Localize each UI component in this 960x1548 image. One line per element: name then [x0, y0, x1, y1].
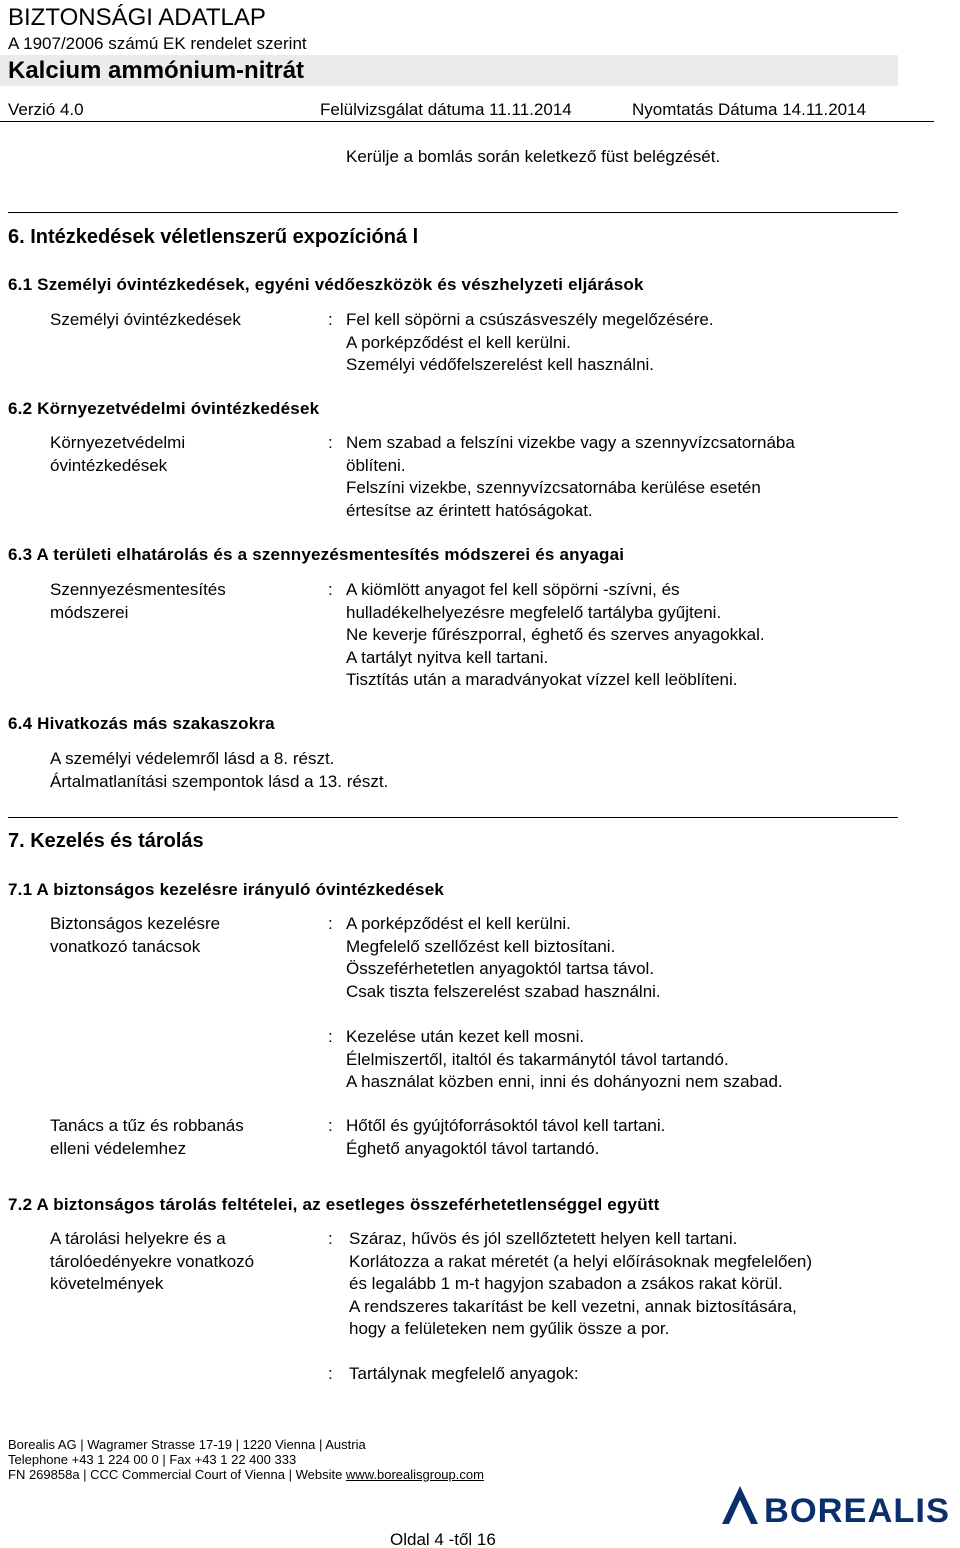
safe-handling-text [346, 913, 661, 1003]
colon: : [328, 914, 333, 933]
text-line: Száraz, hűvös és jól szellőztetett helyen kell tartani. [349, 1229, 738, 1248]
colon: : [328, 1027, 333, 1046]
section-7-2-title: 7.2 A biztonságos tárolás feltételei, az esetleges összeférhetetlenséggel együtt [8, 1195, 660, 1214]
text-line: Fel kell söpörni a csúszásveszély megelőzésére. [346, 310, 714, 329]
website-link[interactable]: www.borealisgroup.com [345, 1467, 484, 1482]
storage-requirements-text [349, 1228, 812, 1341]
header-rule [0, 121, 934, 122]
colon: : [328, 1116, 333, 1135]
label-line: tárolóedényekre vonatkozó [50, 1251, 255, 1271]
text-line: öblíteni. [346, 455, 406, 475]
label-line: módszerei [50, 602, 129, 622]
cleanup-methods-label [50, 579, 226, 624]
text-line: hogy a felületeken nem gyűlik össze a por. [349, 1319, 670, 1338]
label-line: vonatkozó tanácsok [50, 936, 201, 956]
environmental-label [50, 432, 185, 477]
text-line: Felszíni vizekbe, szennyvízcsatornába kerülése esetén [346, 478, 761, 497]
environmental-text [346, 432, 795, 522]
label-line: Biztonságos kezelésre [50, 914, 221, 933]
label-line: Környezetvédelmi [50, 433, 186, 452]
text-line: és legalább 1 m-t hagyjon szabadon a zsákos rakat körül. [349, 1274, 783, 1293]
label-line: elleni védelemhez [50, 1138, 187, 1158]
product-name: Kalcium ammónium-nitrát [8, 57, 305, 84]
colon: : [328, 433, 333, 452]
text-line: A rendszeres takarítást be kell vezetni, annak biztosítására, [349, 1296, 797, 1316]
text-line: Tisztítás után a maradványokat vízzel kell leöblíteni. [346, 670, 738, 689]
print-date: Nyomtatás Dátuma 14.11.2014 [632, 100, 867, 119]
colon: : [328, 1364, 333, 1383]
fire-protection-label [50, 1115, 244, 1160]
text-line: értesítse az érintett hatóságokat. [346, 500, 593, 520]
hygiene-text [346, 1026, 783, 1094]
safe-handling-label [50, 913, 220, 958]
label-line: Tanács a tűz és robbanás [50, 1116, 244, 1135]
section-7-title: 7. Kezelés és tárolás [8, 830, 204, 852]
borealis-logo [718, 1482, 954, 1528]
text-line: Csak tiszta felszerelést szabad használni. [346, 981, 661, 1001]
label-line: követelmények [50, 1274, 164, 1293]
document-title: BIZTONSÁGI ADATLAP [8, 4, 266, 31]
text-line: Személyi védőfelszerelést kell használni. [346, 355, 655, 374]
section-6-1-title: 6.1 Személyi óvintézkedések, egyéni védőeszközök és vészhelyzeti eljárások [8, 275, 644, 294]
footer-phone: Telephone +43 1 224 00 0 | Fax +43 1 22 400 333 [8, 1452, 297, 1467]
revision-date: Felülvizsgálat dátuma 11.11.2014 [320, 100, 572, 119]
personal-precautions-text [346, 309, 714, 377]
personal-precautions-label: Személyi óvintézkedések [50, 310, 241, 329]
section-rule [8, 212, 898, 213]
regulation-reference: A 1907/2006 számú EK rendelet szerint [8, 34, 307, 53]
footer-address: Borealis AG | Wagramer Strasse 17-19 | 1220 Vienna | Austria [8, 1437, 366, 1452]
colon: : [328, 580, 333, 599]
cleanup-methods-text [346, 579, 765, 692]
text-line: Korlátozza a rakat méretét (a helyi előírásoknak megfelelően) [349, 1251, 813, 1271]
fire-protection-text [346, 1115, 665, 1160]
text-line: A kiömlött anyagot fel kell söpörni -szívni, és [346, 580, 680, 599]
text-line: A porképződést el kell kerülni. [346, 332, 571, 352]
version: Verzió 4.0 [8, 100, 84, 119]
text-line: A porképződést el kell kerülni. [346, 914, 571, 933]
label-line: A tárolási helyekre és a [50, 1229, 226, 1248]
section-rule [8, 817, 898, 818]
text-line: Összeférhetetlen anyagoktól tartsa távol. [346, 959, 655, 978]
text-line: A tartályt nyitva kell tartani. [346, 647, 549, 667]
text-line: A személyi védelemről lásd a 8. részt. [50, 749, 335, 768]
label-line: óvintézkedések [50, 455, 168, 475]
label-line: Szennyezésmentesítés [50, 580, 226, 599]
colon: : [328, 1229, 333, 1248]
section-6-title: 6. Intézkedések véletlenszerű expozícióná l [8, 226, 419, 248]
text-line: Éghető anyagoktól távol tartandó. [346, 1138, 600, 1158]
references-text [50, 748, 388, 793]
page-number: Oldal 4 -től 16 [390, 1530, 496, 1548]
text-line: A használat közben enni, inni és dohányozni nem szabad. [346, 1072, 783, 1091]
text-line: Élelmiszertől, italtól és takarmánytól távol tartandó. [346, 1049, 729, 1069]
text-line: Kezelése után kezet kell mosni. [346, 1027, 585, 1046]
footer-registration [8, 1467, 484, 1482]
section-6-2-title: 6.2 Környezetvédelmi óvintézkedések [8, 399, 320, 418]
text-line: Ártalmatlanítási szempontok lásd a 13. részt. [50, 771, 389, 791]
text-line: Hőtől és gyújtóforrásoktól távol kell tartani. [346, 1116, 666, 1135]
section-7-1-title: 7.1 A biztonságos kezelésre irányuló óvintézkedések [8, 880, 444, 899]
section-6-4-title: 6.4 Hivatkozás más szakaszokra [8, 714, 275, 733]
container-materials-text: Tartálynak megfelelő anyagok: [349, 1364, 579, 1383]
footer-registration-text: FN 269858a | CCC Commercial Court of Vienna | Website [8, 1467, 346, 1482]
text-line: Megfelelő szellőzést kell biztosítani. [346, 936, 616, 956]
logo-text: BOREALIS [764, 1492, 950, 1528]
colon: : [328, 310, 333, 329]
section-6-3-title: 6.3 A területi elhatárolás és a szennyezésmentesítés módszerei és anyagai [8, 545, 625, 564]
text-line: Nem szabad a felszíni vizekbe vagy a szennyvízcsatornába [346, 433, 795, 452]
intro-line: Kerülje a bomlás során keletkező füst belégzését. [346, 147, 721, 166]
text-line: hulladékelhelyezésre megfelelő tartályba gyűjteni. [346, 602, 722, 622]
text-line: Ne keverje fűrészporral, éghető és szerves anyagokkal. [346, 625, 765, 644]
storage-requirements-label [50, 1228, 254, 1296]
